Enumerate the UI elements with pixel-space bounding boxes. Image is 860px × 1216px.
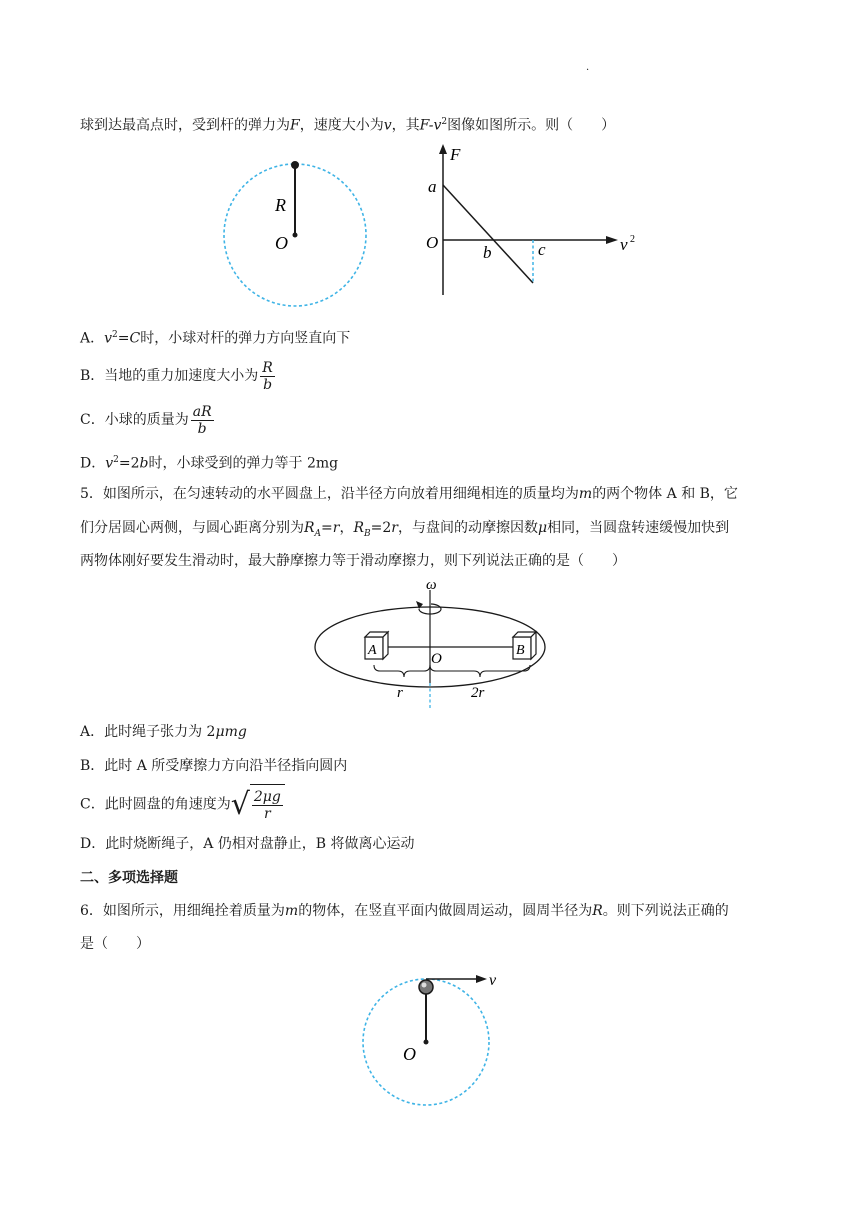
label-omega: ω — [426, 577, 437, 593]
q5-option-d: D．此时烧断绳子，A 仍相对盘静止，B 将做离心运动 — [80, 836, 415, 852]
label-A: A — [368, 643, 377, 658]
graph-line — [443, 185, 533, 283]
q5-option-a: A．此时绳子张力为 2μmg — [80, 724, 247, 740]
header-dot: . — [586, 62, 590, 73]
label-b: b — [483, 243, 492, 262]
label-B: B — [516, 643, 525, 658]
q6-circle-figure — [355, 965, 515, 1110]
y-axis-arrow-icon — [439, 144, 447, 154]
section-heading: 二、多项选择题 — [80, 870, 178, 886]
q5-disc-figure — [305, 575, 555, 710]
q5-option-c: C．此时圆盘的角速度为 √ $\frac{2\mu g}{r}$ — [80, 784, 285, 825]
label-r: r — [397, 685, 403, 701]
brace-r — [374, 665, 430, 677]
brace-2r — [430, 665, 530, 677]
label-O: O — [431, 651, 442, 667]
fraction-R-over-b: $\frac{R}{b}$ — [262, 359, 273, 393]
label-F: F — [450, 145, 461, 164]
q5-stem-line3: 两物体刚好要发生滑动时，最大静摩擦力等于滑动摩擦力，则下列说法正确的是（ ） — [80, 553, 626, 569]
q4-option-d: D．$v^2=2b$时，小球受到的弹力等于 2mg — [80, 455, 339, 472]
label-O: O — [426, 233, 439, 252]
q4-option-a: A．$v^2=C$时，小球对杆的弹力方向竖直向下 — [80, 330, 351, 347]
q4-circle-figure — [215, 155, 375, 310]
label-c: c — [538, 240, 546, 259]
block-A — [365, 632, 388, 659]
ball — [291, 161, 299, 169]
label-a: a — [428, 177, 437, 196]
center-point — [293, 233, 298, 238]
q4-graph-figure — [420, 140, 645, 300]
q5-option-b: B．此时 A 所受摩擦力方向沿半径指向圆内 — [80, 758, 348, 774]
q5-stem-line1: 5．如图所示，在匀速转动的水平圆盘上，沿半径方向放着用细绳相连的质量均为m的两个物体 A 和 B，它 — [80, 486, 738, 502]
label-v2-sup: 2 — [630, 234, 635, 245]
x-axis-arrow-icon — [606, 236, 618, 244]
label-v: v — [489, 972, 497, 989]
ball-highlight — [422, 983, 427, 988]
q4-stem: 球到达最高点时，受到杆的弹力为F，速度大小为v，其$F-v^2$图像如图所示。则（ ） — [80, 117, 616, 134]
q4-option-c: C．小球的质量为 $\frac{aR}{b}$ — [80, 403, 212, 437]
q6-stem-line1: 6．如图所示，用细绳拴着质量为m的物体，在竖直平面内做圆周运动，圆周半径为R。则下列说法正确的 — [80, 903, 729, 919]
center-point — [424, 1040, 429, 1045]
q5-stem-line2: 们分居圆心两侧，与圆心距离分别为$R_A=r$，$R_B=2r$，与盘间的动摩擦因数μ相同，当圆盘转速缓慢加快到 — [80, 520, 730, 539]
label-2r: 2r — [471, 685, 485, 701]
q4-option-b: B．当地的重力加速度大小为 $\frac{R}{b}$ — [80, 359, 273, 393]
label-O: O — [403, 1044, 416, 1064]
velocity-arrow-icon — [476, 975, 487, 983]
fraction-aR-over-b: $\frac{aR}{b}$ — [192, 403, 212, 437]
label-O: O — [275, 233, 288, 253]
sqrt-expression: √ $\frac{2\mu g}{r}$ — [231, 784, 285, 825]
label-R: R — [275, 195, 286, 215]
q6-stem-line2: 是（ ） — [80, 936, 150, 952]
label-v2: v — [620, 235, 628, 254]
ball — [419, 980, 433, 994]
block-B — [513, 632, 536, 659]
